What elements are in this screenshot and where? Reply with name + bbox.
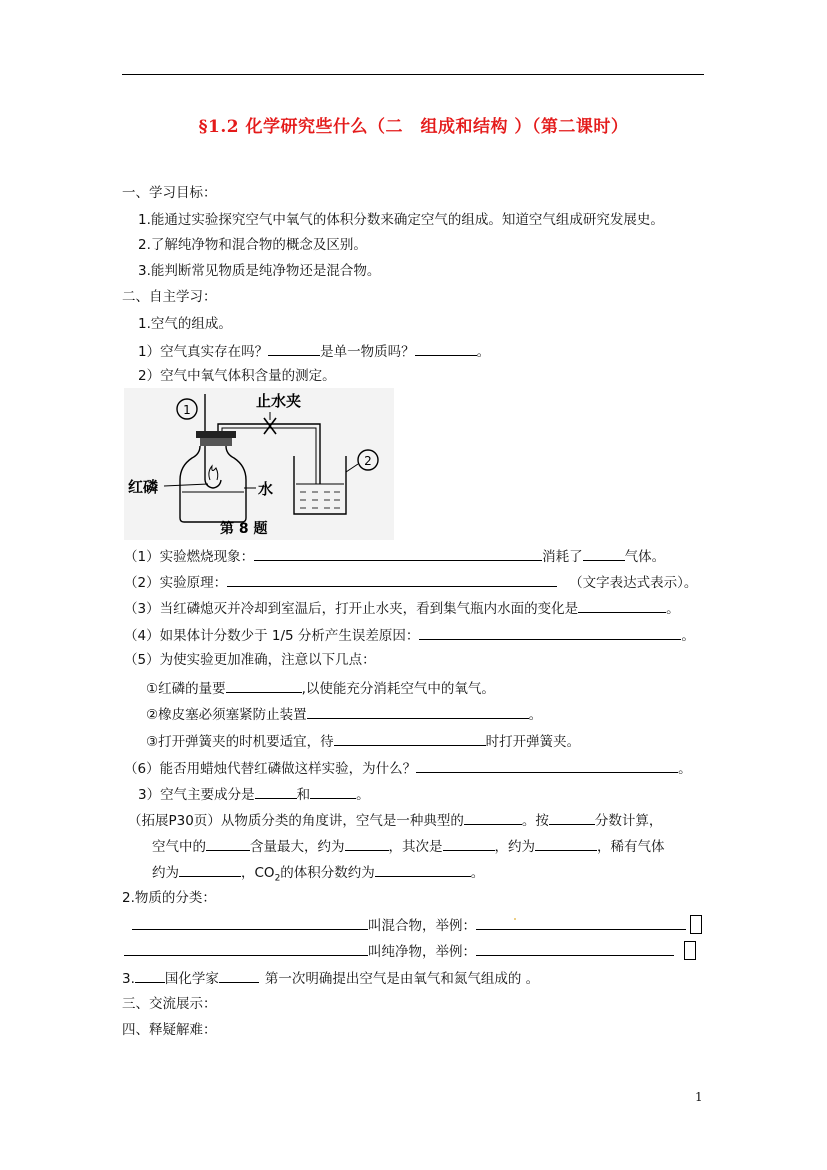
q1-heading: 1.空气的组成。 (138, 316, 232, 332)
answer-blank[interactable] (226, 678, 302, 693)
section-exchange-heading: 三、交流展示： (122, 996, 217, 1012)
page-number: 1 (695, 1090, 703, 1104)
label-1: 1 (183, 403, 191, 417)
clamp-label: 止水夹 (256, 392, 302, 410)
goal-2: 2.了解纯净物和混合物的概念及区别。 (138, 237, 367, 253)
answer-blank[interactable] (124, 941, 368, 956)
p1: （1）实验燃烧现象： 消耗了 气体。 (124, 546, 665, 566)
experiment-figure (124, 388, 394, 540)
checkbox-pure[interactable] (684, 941, 696, 960)
answer-blank[interactable] (443, 836, 495, 851)
answer-blank[interactable] (419, 625, 681, 640)
answer-blank[interactable] (219, 968, 259, 983)
answer-blank[interactable] (334, 731, 486, 746)
answer-blank[interactable] (375, 862, 471, 877)
header-rule (122, 74, 704, 75)
p6: （6）能否用蜡烛代替红磷做这样实验，为什么？ 。 (124, 758, 692, 778)
answer-blank[interactable] (310, 784, 356, 799)
p4: （4）如果体计分数少于 1/5 分析产生误差原因： 。 (124, 625, 695, 645)
answer-blank[interactable] (416, 758, 678, 773)
answer-blank[interactable] (578, 598, 666, 613)
section-qa-heading: 四、释疑解难： (122, 1022, 217, 1038)
goal-3: 3.能判断常见物质是纯净物还是混合物。 (138, 263, 381, 279)
answer-blank[interactable] (307, 704, 529, 719)
answer-blank[interactable] (206, 836, 250, 851)
answer-blank[interactable] (255, 784, 297, 799)
goal-1: 1.能通过实验探究空气中氧气的体积分数来确定空气的组成。知道空气组成研究发展史。 (138, 212, 664, 228)
answer-blank[interactable] (135, 968, 165, 983)
q1-1: 1）空气真实存在吗？ 是单一物质吗？ 。 (138, 341, 490, 361)
q1-3: 3）空气主要成分是 和 。 (138, 784, 370, 804)
answer-blank[interactable] (179, 862, 241, 877)
answer-blank[interactable] (476, 941, 674, 956)
p5-2: ②橡皮塞必须塞紧防止装置 。 (146, 704, 542, 724)
answer-blank[interactable] (415, 341, 477, 356)
answer-blank[interactable] (476, 915, 686, 930)
section-self-study-heading: 二、自主学习： (122, 289, 217, 305)
q2-heading: 2.物质的分类： (122, 890, 216, 906)
checkbox-mixture[interactable] (690, 915, 702, 934)
answer-blank[interactable] (254, 546, 542, 561)
extension-1: （拓展P30页）从物质分类的角度讲，空气是一种典型的 。按 分数计算， (128, 810, 662, 830)
answer-blank[interactable] (464, 810, 522, 825)
p5: （5）为使实验更加准确，注意以下几点： (124, 652, 376, 668)
answer-blank[interactable] (549, 810, 595, 825)
answer-blank[interactable] (583, 546, 625, 561)
label-2: 2 (364, 454, 372, 468)
p5-3: ③打开弹簧夹的时机要适宜，待 时打开弹簧夹。 (146, 731, 580, 751)
answer-blank[interactable] (268, 341, 320, 356)
phosphorus-label: 红磷 (128, 478, 159, 496)
extension-2: 空气中的 含量最大，约为 ，其次是 ，约为 ，稀有气体 (152, 836, 665, 856)
p2: （2）实验原理： （文字表达式表示）。 (124, 572, 697, 592)
answer-blank[interactable] (227, 572, 557, 587)
section-goals-heading: 一、学习目标： (122, 185, 217, 201)
q2-pure: 叫纯净物，举例： (124, 941, 674, 961)
q2-mixture: 叫混合物，举例： (132, 915, 686, 935)
figure-caption: 第 8 题 (220, 521, 268, 537)
q1-2: 2）空气中氧气体积含量的测定。 (138, 368, 336, 384)
p3: （3）当红磷熄灭并冷却到室温后，打开止水夹，看到集气瓶内水面的变化是 。 (124, 598, 680, 618)
answer-blank[interactable] (535, 836, 597, 851)
answer-blank[interactable] (345, 836, 389, 851)
water-label: 水 (258, 480, 274, 498)
answer-blank[interactable] (132, 915, 368, 930)
q3: 3. 国化学家 第一次明确提出空气是由氧气和氮气组成的 。 (122, 968, 539, 988)
p5-1: ①红磷的量要 ,以使能充分消耗空气中的氧气。 (146, 678, 495, 698)
speck (514, 918, 516, 920)
page-title: §1.2 化学研究些什么（二 组成和结构 ）（第二课时） (198, 117, 629, 137)
extension-3: 约为 ，$CO_2$的体积分数约为 。 (152, 862, 484, 888)
